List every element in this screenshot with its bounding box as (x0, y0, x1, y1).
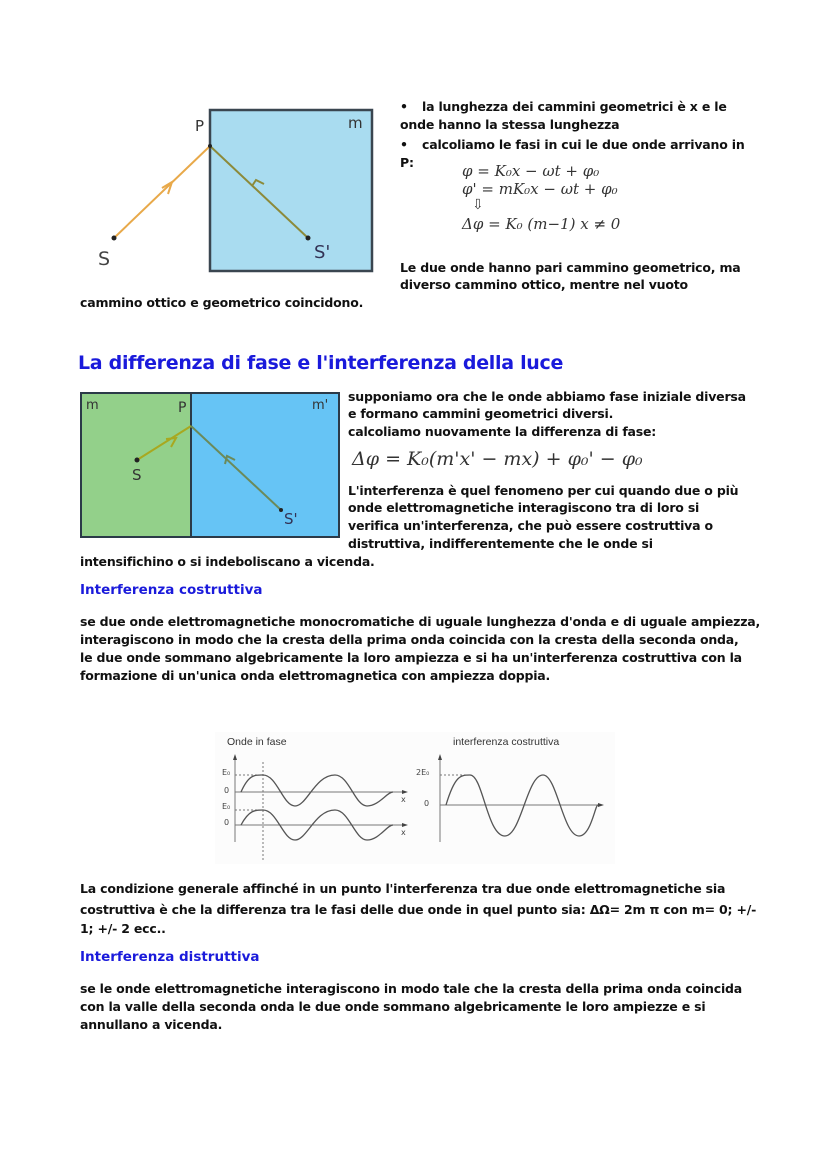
paragraph-line: con la valle della seconda onda le due onde sommano algebricamente le loro ampiezze e si (80, 999, 706, 1014)
figure-title-right: interferenza costruttiva (453, 736, 560, 748)
axis-label-e0-bottom: E₀ (222, 802, 231, 811)
bullet-item (400, 98, 745, 134)
paragraph-line: distruttiva, indifferentemente che le onde si (348, 536, 653, 551)
source-s-label: S (98, 248, 111, 270)
bullet-text: calcoliamo le fasi in cui le due onde arrivano in P: (400, 137, 745, 170)
formula-phi-prime: φ' = mK₀x − ωt + φ₀ (462, 180, 618, 198)
axis-label-zero-right: 0 (424, 799, 430, 808)
figure-title-left: Onde in fase (227, 736, 287, 748)
section-heading: La differenza di fase e l'interferenza della luce (78, 352, 564, 374)
paragraph-line: diverso cammino ottico, mentre nel vuoto (400, 277, 688, 292)
paragraph-line: L'interferenza è quel fenomeno per cui quando due o più (348, 483, 739, 498)
figure-different-paths (80, 392, 340, 538)
medium-m-label: m (348, 114, 363, 132)
medium-m-label: m (86, 398, 99, 413)
paragraph-line: supponiamo ora che le onde abbiamo fase iniziale diversa (348, 389, 746, 404)
down-arrow-icon: ⇩ (472, 197, 484, 213)
paragraph-line: 1; +/- 2 ecc.. (80, 921, 166, 936)
bullet-icon: • (400, 99, 408, 114)
subsection-heading: Interferenza distruttiva (80, 949, 260, 965)
source-s-label: S (132, 466, 142, 484)
axis-label-x-top: x (401, 795, 406, 804)
bullet-icon: • (400, 137, 408, 152)
paragraph-line: La condizione generale affinché in un punto l'interferenza tra due onde elettromagnetiche sia (80, 881, 726, 896)
paragraph-line: se le onde elettromagnetiche interagiscono in modo tale che la cresta della prima onda coincida (80, 981, 743, 996)
axis-label-2e0: 2E₀ (416, 768, 430, 777)
figure-same-geometric-path (80, 100, 380, 280)
point-p-label: P (178, 400, 187, 416)
medium-m-prime-label: m' (312, 398, 329, 413)
axis-label-zero-top: 0 (224, 786, 230, 795)
figure-waves (215, 732, 615, 864)
paragraph-line: se due onde elettromagnetiche monocromatiche di uguale lunghezza d'onda e di uguale ampiezza, (80, 614, 761, 629)
formula-delta-phi-general: Δφ = K₀(m'x' − mx) + φ₀' − φ₀ (352, 448, 643, 470)
paragraph-line: annullano a vicenda. (80, 1017, 223, 1032)
bullet-text: la lunghezza dei cammini geometrici è x e le onde hanno la stessa lunghezza (400, 99, 727, 132)
paragraph-line: formazione di un'unica onda elettromagnetica con ampiezza doppia. (80, 668, 551, 683)
paragraph-line: onde elettromagnetiche interagiscono tra di loro si (348, 500, 700, 515)
formula-phi: φ = K₀x − ωt + φ₀ (462, 162, 600, 180)
point-p-label: P (195, 117, 205, 135)
paragraph-line: e formano cammini geometrici diversi. (348, 406, 614, 421)
axis-label-e0-top: E₀ (222, 768, 231, 777)
paragraph-line: intensifichino o si indeboliscano a vicenda. (80, 554, 375, 569)
paragraph-line: Le due onde hanno pari cammino geometrico, ma (400, 260, 741, 275)
formula-delta-phi: Δφ = K₀ (m−1) x ≠ 0 (462, 215, 621, 233)
paragraph-line: cammino ottico e geometrico coincidono. (80, 295, 364, 310)
subsection-heading: Interferenza costruttiva (80, 582, 263, 598)
paragraph-line: verifica un'interferenza, che può essere costruttiva o (348, 518, 713, 533)
source-s-prime-label: S' (284, 510, 298, 528)
paragraph-line: calcoliamo nuovamente la differenza di fase: (348, 424, 657, 439)
axis-label-x-bottom: x (401, 828, 406, 837)
paragraph-line: costruttiva è che la differenza tra le fasi delle due onde in quel punto sia: ΔΩ= 2m π con m= 0; +/- (80, 902, 757, 917)
paragraph-line: le due onde sommano algebricamente la loro ampiezza e si ha un'interferenza costruttiva con la (80, 650, 742, 665)
paragraph-line: interagiscono in modo che la cresta della prima onda coincida con la cresta della seconda onda, (80, 632, 739, 647)
axis-label-zero-bottom: 0 (224, 818, 230, 827)
source-s-prime-label: S' (314, 242, 331, 263)
